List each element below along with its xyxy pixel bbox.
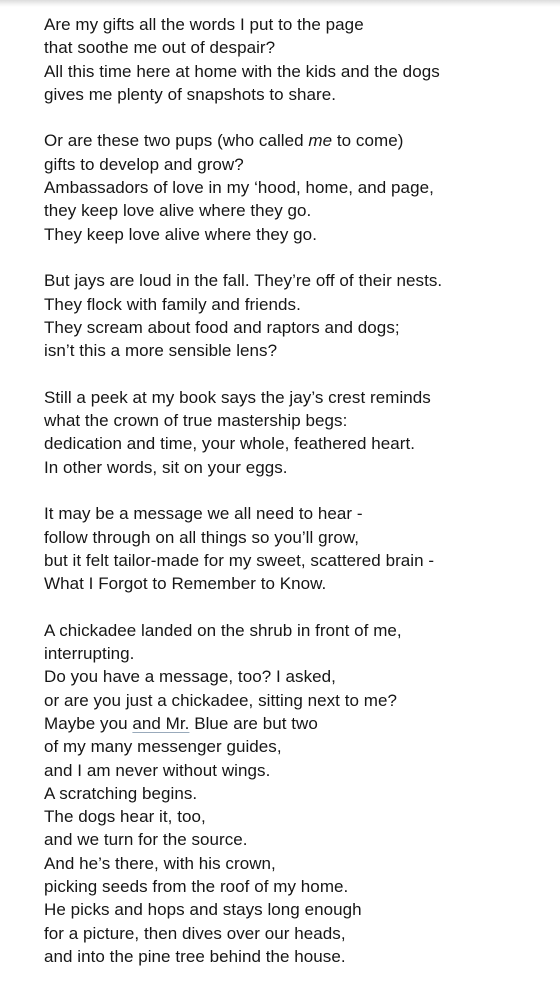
poem-line: Are my gifts all the words I put to the page [44, 15, 364, 34]
poem-line: picking seeds from the roof of my home. [44, 876, 349, 896]
poem-line: but it felt tailor-made for my sweet, scattered brain - [44, 550, 435, 570]
stanza-5 [44, 502, 550, 595]
poem-line: isn’t this a more sensible lens? [44, 341, 278, 361]
poem-line: A chickadee landed on the shrub in front of me, [44, 620, 402, 640]
poem-line: It may be a message we all need to hear - [44, 504, 363, 524]
poem-line: In other words, sit on your eggs. [44, 457, 288, 477]
poem-line: or are you just a chickadee, sitting next to me? [44, 690, 397, 710]
line-text: Maybe you [44, 713, 133, 733]
line-text: Or are these two pups (who called [44, 131, 309, 151]
poem-line: for a picture, then dives over our heads, [44, 923, 346, 943]
poem-line: The dogs hear it, too, [44, 807, 206, 827]
poem-line: All this time here at home with the kids and the dogs [44, 61, 440, 81]
poem-line: follow through on all things so you’ll grow, [44, 527, 359, 547]
poem-line: they keep love alive where they go. [44, 201, 312, 221]
line-text: Blue are but two [189, 713, 318, 733]
poem-line: But jays are loud in the fall. They’re off of their nests. [44, 271, 443, 291]
poem-line: Ambassadors of love in my ‘hood, home, and page, [44, 178, 434, 198]
poem-line: gifts to develop and grow? [44, 154, 244, 174]
poem-line: dedication and time, your whole, feathered heart. [44, 434, 416, 454]
poem-line: Do you have a message, too? I asked, [44, 667, 336, 687]
poem-line: And he’s there, with his crown, [44, 853, 276, 873]
poem-text [44, 13, 550, 991]
poem-line: gives me plenty of snapshots to share. [44, 84, 337, 104]
page-top-edge [0, 0, 560, 7]
stanza-6 [44, 619, 550, 968]
poem-line: They flock with family and friends. [44, 294, 301, 314]
poem-line: Still a peek at my book says the jay’s crest reminds [44, 387, 431, 407]
line-text: to come) [332, 131, 404, 151]
poem-line: They scream about food and raptors and dogs; [44, 317, 400, 337]
poem-line [44, 129, 550, 152]
poem-line: and into the pine tree behind the house. [44, 946, 346, 966]
poem-line [44, 712, 550, 735]
emphasized-word: me [308, 131, 333, 151]
stanza-2 [44, 129, 550, 245]
stanza-4 [44, 386, 550, 479]
stanza-1 [44, 13, 550, 106]
poem-line: and I am never without wings. [44, 760, 271, 780]
poem-line: that soothe me out of despair? [44, 38, 276, 58]
poem-line: and we turn for the source. [44, 830, 248, 850]
stanza-3 [44, 269, 550, 362]
poem-line: They keep love alive where they go. [44, 224, 317, 244]
poem-line: of my many messenger guides, [44, 737, 282, 757]
poem-line: interrupting. [44, 644, 135, 664]
poem-line: what the crown of true mastership begs: [44, 411, 348, 431]
poem-line: A scratching begins. [44, 783, 198, 803]
poem-line: What I Forgot to Remember to Know. [44, 574, 327, 594]
poem-line: He picks and hops and stays long enough [44, 900, 362, 920]
underlined-phrase: and Mr. [132, 713, 190, 733]
